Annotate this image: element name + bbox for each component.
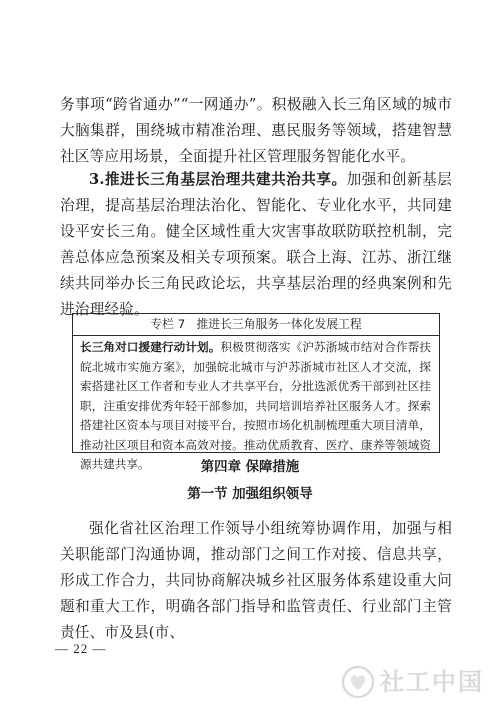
watermark-text: 社工中国: [380, 668, 484, 696]
section-title: 加强组织领导: [232, 487, 313, 502]
item-3-paragraph: [60, 167, 452, 323]
bottom-paragraph: 强化省社区治理工作领导小组统筹协调作用，加强与相关职能部门沟通协调，推动部门之间工作对接、信息共享，形成工作合力，共同协商解决城乡社区服务体系建设重大问题和重大工作，明确各部门指导和监管责任、行业部门主管责任、市及县(市、: [60, 520, 452, 641]
chapter-heading: [0, 458, 500, 478]
watermark-logo: [338, 662, 498, 702]
column-box-title-text: 推进长三角服务一体化发展工程: [196, 317, 362, 331]
intro-paragraph: 务事项“跨省通办”“一网通办”。积极融入长三角区域的城市大脑集群，围绕城市精准治理、惠民服务等领域，搭建智慧社区等应用场景，全面提升社区管理服务智能化水平。: [60, 96, 452, 165]
column-box-label: 专栏 7: [150, 317, 186, 331]
watermark-svg: [338, 662, 498, 702]
column-box-text: 积极贯彻落实《沪苏浙城市结对合作帮扶皖北城市实施方案》，加强皖北城市与沪苏浙城市社区人才交流，探索搭建社区工作者和专业人才共享平台，分批选派优秀干部到社区挂职，注重安排优秀年轻干部参加，共同培训培养社区服务人才。探索搭建社区资本与项目对接平台，按照市场化机制梳理重大项目清单，推动社区项目和资本高效对接。推动优质教育、医疗、康养等领域资源共建共享。: [80, 340, 431, 471]
chapter-title: 保障措施: [245, 460, 300, 475]
page-number: — 22 —: [55, 641, 107, 656]
section-number: 第一节: [187, 487, 228, 502]
column-box-lead: 长三角对口援建行动计划。: [80, 340, 221, 354]
column-box-body: [73, 336, 439, 475]
column-box-title: [73, 314, 439, 336]
item-3-text: 加强和创新基层治理，提高基层治理法治化、智能化、专业化水平，共同建设平安长三角。健全区域性重大灾害事故联防联控机制，完善总体应急预案及相关专项预案。联合上海、江苏、浙江继续共同举办长三角民政论坛，共享基层治理的经典案例和先进治理经验。: [60, 171, 453, 318]
item-3-heading: 3.推进长三角基层治理共建共治共享。: [89, 171, 347, 188]
chapter-number: 第四章: [200, 460, 241, 475]
section-heading: [0, 485, 500, 505]
heart-hands-icon: [343, 667, 373, 697]
